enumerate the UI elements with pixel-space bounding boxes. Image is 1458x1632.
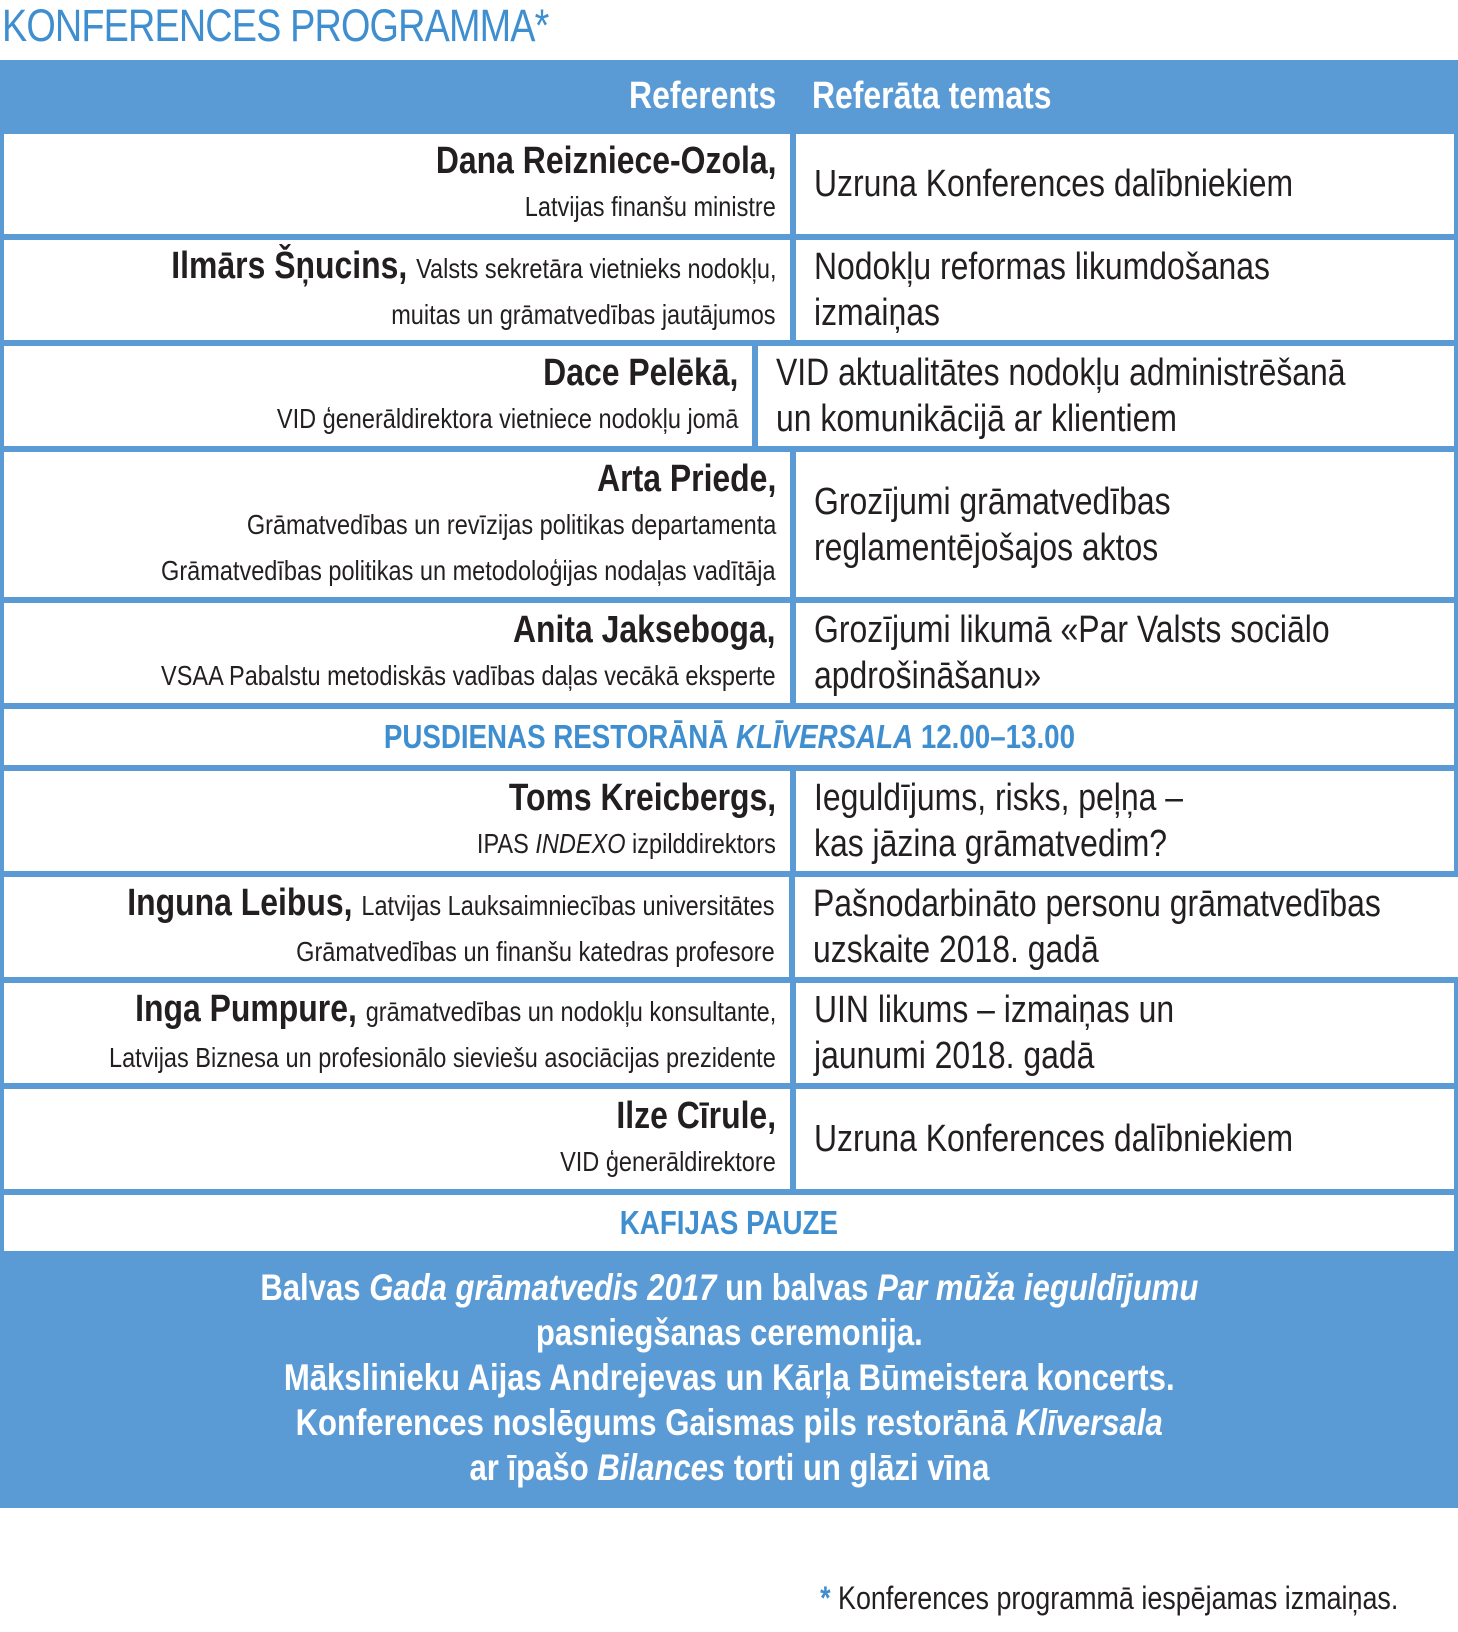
speaker-role: IPAS INDEXO izpilddirektors: [477, 828, 776, 859]
topic-line: Grozījumi grāmatvedības: [814, 480, 1171, 523]
topic-line: un komunikācijā ar klientiem: [775, 398, 1177, 440]
speaker-name: Arta Priede,: [596, 457, 776, 500]
topic-cell: [796, 603, 1454, 703]
coffee-band: [4, 1195, 1454, 1251]
lunch-time: 12.00–13.00: [912, 718, 1075, 755]
speaker-role: VID ģenerāldirektore: [560, 1146, 776, 1177]
speaker-role: VSAA Pabalstu metodiskās vadības daļas vecākā eksperte: [161, 660, 776, 691]
topic-cell: [796, 983, 1454, 1083]
speaker-cell: [4, 346, 752, 446]
speaker-name: Dana Reizniece-Ozola,: [435, 140, 776, 182]
speaker-cell: [4, 771, 790, 871]
speaker-cell: [4, 877, 789, 977]
table-row: [4, 1089, 1454, 1189]
footnote-star: *: [819, 1580, 831, 1616]
speaker-role: Grāmatvedības un finanšu katedras profesore: [295, 935, 775, 967]
topic-line: izmaiņas: [814, 292, 940, 334]
speaker-cell: [4, 983, 790, 1083]
closing-line: Mākslinieku Aijas Andrejevas un Kārļa Būmeistera koncerts.: [283, 1357, 1175, 1398]
table-row: [4, 134, 1454, 234]
speaker-role: grāmatvedības un nodokļu konsultante,: [365, 995, 776, 1027]
speaker-name: Inga Pumpure,: [134, 987, 357, 1030]
topic-line: apdrošināšanu»: [814, 655, 1042, 697]
topic-line: reglamentējošajos aktos: [814, 526, 1159, 569]
speaker-cell: [4, 603, 790, 703]
topic-line: VID aktualitātes nodokļu administrēšanā: [775, 352, 1346, 394]
speaker-role: Grāmatvedības un revīzijas politikas departamenta: [246, 508, 776, 540]
table-row: [4, 771, 1454, 871]
closing-line: pasniegšanas ceremonija.: [535, 1312, 923, 1353]
speaker-name: Ilze Cīrule,: [616, 1095, 776, 1137]
lunch-venue: KLĪVERSALA: [735, 718, 913, 755]
topic-cell: [796, 452, 1454, 597]
speaker-cell: [4, 240, 790, 340]
header-topic: Referāta temats: [812, 74, 1052, 117]
header-speaker: Referents: [628, 74, 776, 117]
speaker-cell: [4, 1089, 790, 1189]
program-table: [0, 60, 1458, 1508]
speaker-role: VID ģenerāldirektora vietniece nodokļu jomā: [276, 403, 738, 434]
topic-line: Grozījumi likumā «Par Valsts sociālo: [814, 609, 1330, 651]
topic-line: Pašnodarbināto personu grāmatvedības: [812, 883, 1381, 925]
speaker-cell: [4, 452, 790, 597]
topic-cell: [796, 134, 1454, 234]
speaker-name: Toms Kreicbergs,: [508, 777, 776, 819]
lunch-prefix: PUSDIENAS RESTORĀNĀ: [383, 718, 736, 755]
table-row: [4, 346, 1454, 446]
footnote-text: Konferences programmā iespējamas izmaiņas.: [830, 1580, 1398, 1616]
topic-cell: [796, 1089, 1454, 1189]
speaker-role: Latvijas Lauksaimniecības universitātes: [361, 889, 775, 921]
speaker-role: Valsts sekretāra vietnieks nodokļu,: [415, 252, 776, 284]
page-title: KONFERENCES PROGRAMMA*: [2, 0, 549, 51]
closing-line: Konferences noslēgums Gaismas pils restorānā Klīversala: [295, 1402, 1163, 1443]
speaker-role: Latvijas finanšu ministre: [524, 191, 776, 222]
topic-line: Uzruna Konferences dalībniekiem: [814, 1118, 1294, 1160]
speaker-cell: [4, 134, 790, 234]
table-row: [4, 603, 1454, 703]
topic-line: Ieguldījums, risks, peļņa –: [814, 777, 1184, 819]
topic-cell: [795, 877, 1458, 977]
table-header: [4, 64, 1454, 128]
speaker-name: Ilmārs Šņucins,: [170, 244, 407, 287]
topic-cell: [758, 346, 1454, 446]
table-row: [4, 877, 1454, 977]
closing-line: ar īpašo Bilances torti un glāzi vīna: [469, 1447, 989, 1488]
topic-cell: [796, 771, 1454, 871]
table-row: [4, 452, 1454, 597]
speaker-name: Dace Pelēkā,: [542, 352, 738, 394]
footnote: [820, 1580, 1398, 1617]
closing-block: [4, 1257, 1454, 1504]
table-row: [4, 983, 1454, 1083]
table-row: [4, 240, 1454, 340]
topic-cell: [796, 240, 1454, 340]
speaker-role: Grāmatvedības politikas un metodoloģijas nodaļas vadītāja: [161, 554, 776, 586]
topic-line: jaunumi 2018. gadā: [814, 1035, 1095, 1077]
topic-line: uzskaite 2018. gadā: [812, 929, 1099, 971]
speaker-role: muitas un grāmatvedības jautājumos: [391, 298, 776, 330]
coffee-label: KAFIJAS PAUZE: [619, 1204, 839, 1241]
topic-line: Nodokļu reformas likumdošanas: [814, 246, 1270, 288]
lunch-band: [4, 709, 1454, 765]
speaker-name: Inguna Leibus,: [127, 881, 353, 924]
topic-line: kas jāzina grāmatvedim?: [814, 823, 1168, 865]
speaker-name: Anita Jakseboga,: [513, 609, 776, 651]
topic-line: Uzruna Konferences dalībniekiem: [814, 163, 1294, 205]
closing-line: Balvas Gada grāmatvedis 2017 un balvas Par mūža ieguldījumu: [260, 1267, 1198, 1308]
speaker-role: Latvijas Biznesa un profesionālo sieviešu asociācijas prezidente: [109, 1041, 776, 1073]
topic-line: UIN likums – izmaiņas un: [814, 989, 1175, 1031]
